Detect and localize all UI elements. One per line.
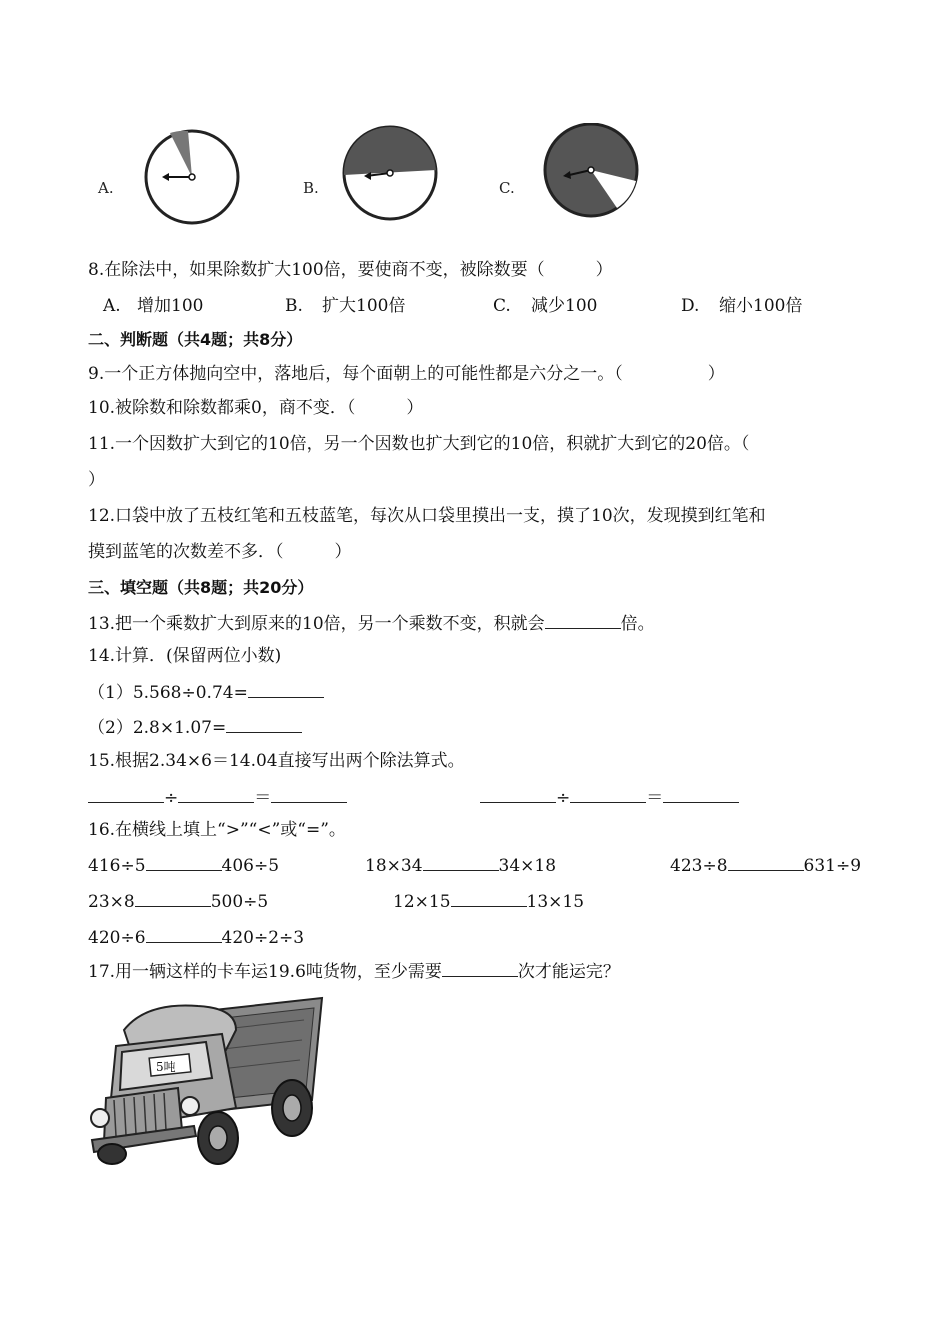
q7-option-a-spinner[interactable] — [142, 128, 244, 228]
q14-part2-expr: （2）2.8×1.07= — [88, 718, 227, 738]
q16-item-1-left: 416÷5 — [88, 856, 146, 876]
q7-option-b-label: B. — [303, 179, 319, 197]
q15-eq1-blank-divisor[interactable] — [178, 784, 254, 803]
q14-text: 14.计算．(保留两位小数) — [88, 646, 282, 666]
q15-eq1-blank-quotient[interactable] — [271, 784, 347, 803]
q7-option-c-label: C. — [499, 179, 515, 197]
section-3-title: 三、填空题（共8题；共20分） — [88, 578, 314, 597]
q13-answer-blank[interactable] — [545, 610, 621, 629]
truck-load-label: 5吨 — [156, 1060, 176, 1074]
q14-part1 — [88, 679, 324, 705]
q8-option-a-text[interactable]: 增加100 — [137, 296, 204, 316]
q8-option-d-text[interactable]: 缩小100倍 — [719, 296, 803, 316]
q8-option-b-letter: B. — [285, 296, 303, 316]
q16-item-6-blank[interactable] — [146, 924, 222, 943]
truck-illustration — [86, 990, 328, 1168]
q16-item-6-left: 420÷6 — [88, 928, 146, 948]
q8-option-c-text[interactable]: 减少100 — [531, 296, 598, 316]
equals-sign: ＝ — [646, 788, 664, 808]
q9-text: 9.一个正方体抛向空中，落地后，每个面朝上的可能性都是六分之一。（ ） — [88, 364, 725, 384]
q16-item-4-right: 500÷5 — [210, 892, 269, 912]
q15-eq2-blank-divisor[interactable] — [570, 784, 646, 803]
q16-item-2-left: 18×34 — [365, 856, 423, 876]
section-2-title: 二、判断题（共4题；共8分） — [88, 330, 303, 349]
q16-item-6 — [88, 924, 304, 950]
q8-option-c-letter: C. — [493, 296, 511, 316]
q13-prefix: 13.把一个乘数扩大到原来的10倍，另一个乘数不变，积就会 — [88, 614, 545, 634]
division-sign: ÷ — [164, 788, 179, 808]
q8-option-a-letter: A. — [103, 296, 121, 316]
q16-item-4 — [88, 888, 268, 914]
q16-item-3 — [670, 852, 861, 878]
q14-part2-blank[interactable] — [226, 714, 302, 733]
q16-item-1-blank[interactable] — [146, 852, 222, 871]
q16-item-1 — [88, 852, 279, 878]
q16-item-5-right: 13×15 — [526, 892, 585, 912]
q12-text-line1: 12.口袋中放了五枝红笔和五枝蓝笔，每次从口袋里摸出一支，摸了10次，发现摸到红笔和 — [88, 506, 766, 526]
q10-text: 10.被除数和除数都乘0，商不变．（ ） — [88, 398, 424, 418]
equals-sign: ＝ — [254, 788, 272, 808]
q13-suffix: 倍。 — [620, 614, 655, 634]
q16-item-5 — [393, 888, 584, 914]
q15-equation-2 — [480, 784, 739, 810]
q13-line — [88, 610, 655, 636]
q17-prefix: 17.用一辆这样的卡车运19.6吨货物，至少需要 — [88, 962, 442, 982]
q16-item-3-left: 423÷8 — [670, 856, 728, 876]
q7-option-a-label: A. — [98, 179, 114, 197]
q16-item-3-right: 631÷9 — [803, 856, 862, 876]
q16-text: 16.在横线上填上“>”“<”或“=”。 — [88, 820, 346, 840]
q14-part1-blank[interactable] — [248, 679, 324, 698]
q8-option-d-letter: D. — [681, 296, 700, 316]
q8-option-b-text[interactable]: 扩大100倍 — [322, 296, 406, 316]
division-sign: ÷ — [556, 788, 571, 808]
q16-item-4-left: 23×8 — [88, 892, 135, 912]
q17-answer-blank[interactable] — [442, 958, 518, 977]
q14-part2 — [88, 714, 302, 740]
q11-text-line1: 11.一个因数扩大到它的10倍，另一个因数也扩大到它的10倍，积就扩大到它的20倍。（ — [88, 434, 750, 454]
q17-suffix: 次才能运完？ — [517, 962, 620, 982]
q14-part1-expr: （1）5.568÷0.74= — [88, 683, 248, 703]
q12-text-line2: 摸到蓝笔的次数差不多．（ ） — [88, 542, 352, 562]
q7-option-b-spinner[interactable] — [340, 124, 440, 222]
q15-eq2-blank-dividend[interactable] — [480, 784, 556, 803]
q16-item-1-right: 406÷5 — [221, 856, 280, 876]
q17-line — [88, 958, 620, 984]
q15-text: 15.根据2.34×6＝14.04直接写出两个除法算式。 — [88, 751, 465, 771]
q11-text-line2: ） — [88, 470, 105, 490]
q8-stem: 8.在除法中，如果除数扩大100倍，要使商不变，被除数要（ ） — [88, 260, 613, 280]
q16-item-3-blank[interactable] — [728, 852, 804, 871]
q16-item-2-blank[interactable] — [423, 852, 499, 871]
q15-eq1-blank-dividend[interactable] — [88, 784, 164, 803]
q15-equation-1 — [88, 784, 347, 810]
q16-item-4-blank[interactable] — [135, 888, 211, 907]
q16-item-5-blank[interactable] — [451, 888, 527, 907]
q7-option-c-spinner[interactable] — [541, 123, 643, 219]
q16-item-2 — [365, 852, 556, 878]
q16-item-5-left: 12×15 — [393, 892, 451, 912]
q15-eq2-blank-quotient[interactable] — [663, 784, 739, 803]
q16-item-2-right: 34×18 — [498, 856, 557, 876]
q16-item-6-right: 420÷2÷3 — [221, 928, 305, 948]
